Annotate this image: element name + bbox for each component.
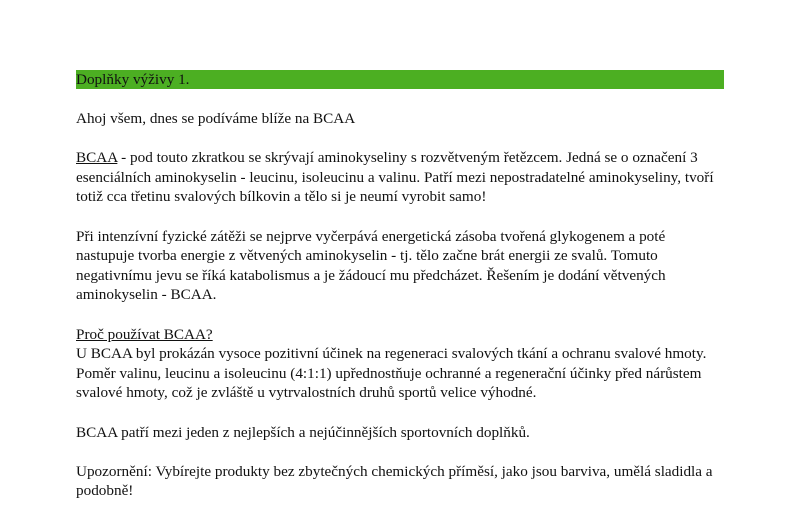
bcaa-term: BCAA — [76, 149, 118, 167]
why-paragraph — [76, 325, 724, 403]
document-body — [76, 70, 724, 520]
bcaa-definition-text: - pod touto zkratkou se skrývají aminokyseliny s rozvětveným řetězcem. Jedná se o označení 3 esenciálních aminokyselin - leucinu, isoleucinu a valinu. Patří mezi nepostradatelné aminokyseliny, tvoří totiž cca třetinu svalových bílkovin a tělo si je neumí vyrobit samo! — [76, 149, 714, 206]
why-text: U BCAA byl prokázán vysoce pozitivní účinek na regeneraci svalových tkání a ochranu svalové hmoty. Poměr valinu, leucinu a isoleucinu (4:1:1) upřednostňuje ochranné a regenerační účinky před nárůstem svalové hmoty, což je zvláště u vytrvalostních druhů sportů velice výhodné. — [76, 345, 707, 402]
summary-paragraph — [76, 423, 724, 443]
why-heading: Proč používat BCAA? — [76, 325, 213, 343]
summary-text: BCAA patří mezi jeden z nejlepších a nejúčinnějších sportovních doplňků. — [76, 423, 530, 441]
document-title: Doplňky výživy 1. — [76, 71, 190, 88]
warning-paragraph — [76, 462, 724, 501]
catabolism-paragraph — [76, 227, 724, 305]
bcaa-definition-paragraph — [76, 148, 724, 207]
catabolism-text: Při intenzívní fyzické zátěži se nejprve vyčerpává energetická zásoba tvořená glykogenem a poté nastupuje tvorba energie z větvených aminokyselin - tj. tělo začne brát energii ze svalů. Tomuto negativnímu jevu se říká katabolismus a je žádoucí mu předcházet. Řešením je dodání větvených aminokyselin - BCAA. — [76, 227, 666, 304]
warning-text: Upozornění: Vybírejte produkty bez zbytečných chemických příměsí, jako jsou barviva, umělá sladidla a podobně! — [76, 462, 713, 500]
intro-paragraph — [76, 109, 724, 129]
intro-text: Ahoj všem, dnes se podíváme blíže na BCAA — [76, 110, 356, 127]
title-bar — [76, 70, 724, 89]
